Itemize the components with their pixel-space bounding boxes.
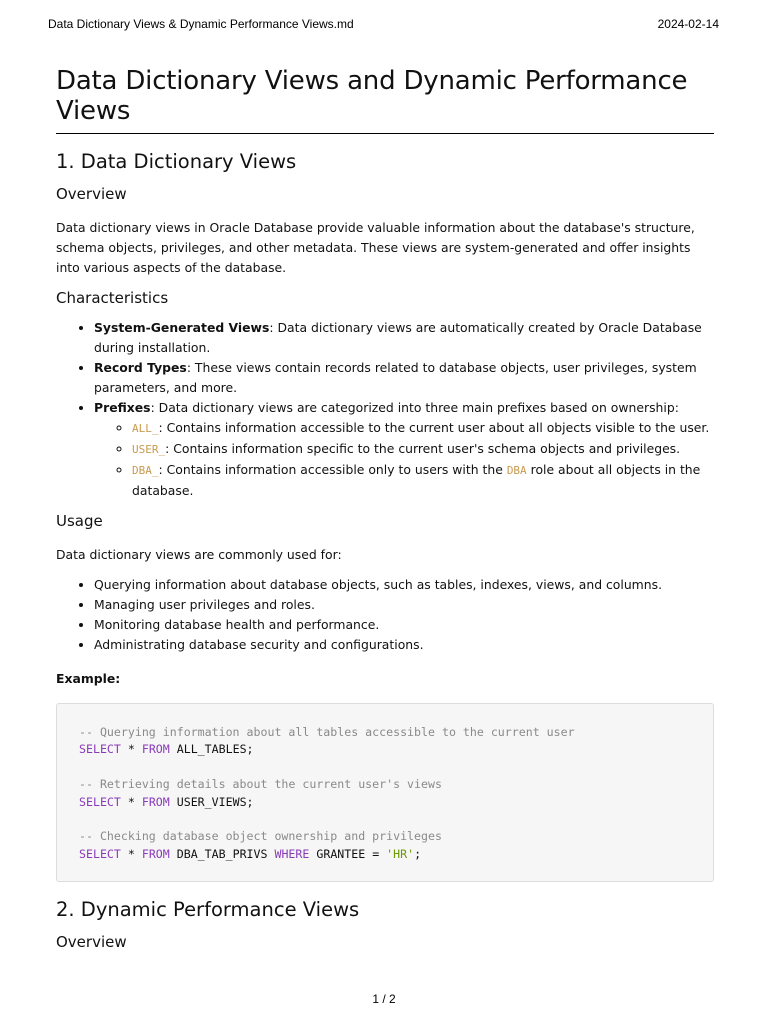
code-text: USER_VIEWS; xyxy=(169,794,254,809)
prefix-list xyxy=(94,418,714,501)
term-label: System-Generated Views xyxy=(94,320,270,335)
list-item: • Administrating database security and configurations. xyxy=(94,635,714,655)
prefix-description: role about all objects in the database. xyxy=(132,462,701,498)
code-keyword: FROM xyxy=(141,794,170,809)
inline-code: USER_ xyxy=(132,443,166,456)
code-text: * xyxy=(120,846,142,861)
print-date: 2024-02-14 xyxy=(657,17,719,31)
inline-code: DBA xyxy=(506,464,527,477)
code-keyword: SELECT xyxy=(79,846,121,861)
example-label: Example: xyxy=(56,671,121,686)
term-description: : These views contain records related to database objects, user privileges, system parameters, and more. xyxy=(94,360,697,395)
characteristics-heading: Characteristics xyxy=(56,289,169,307)
document-body xyxy=(56,66,714,952)
characteristics-list xyxy=(56,318,714,501)
list-item xyxy=(94,318,714,358)
section-heading-dynamic-performance: 2. Dynamic Performance Views xyxy=(56,898,360,922)
code-string: 'HR' xyxy=(386,846,415,861)
code-keyword: FROM xyxy=(141,742,170,757)
term-label: Record Types xyxy=(94,360,187,375)
page-title: Data Dictionary Views and Dynamic Performance Views xyxy=(56,66,714,134)
code-text: * xyxy=(120,742,142,757)
term-description: : Data dictionary views are automatically created by Oracle Database during installation. xyxy=(94,320,702,355)
overview-heading-2: Overview xyxy=(56,933,127,952)
page-number: 1 / 2 xyxy=(372,992,396,1006)
inline-code: DBA_ xyxy=(132,464,159,477)
code-text: ; xyxy=(414,846,422,861)
overview-paragraph: Data dictionary views in Oracle Database provide valuable information about the database's structure, schema objects, privileges, and other metadata. These views are system-generated and offer insights into various aspects of the database. xyxy=(56,220,695,275)
term-description: : Data dictionary views are categorized into three main prefixes based on ownership: xyxy=(150,400,679,415)
inline-code: ALL_ xyxy=(132,422,159,435)
code-text: * xyxy=(120,794,142,809)
code-keyword: WHERE xyxy=(274,846,310,861)
usage-intro: Data dictionary views are commonly used for: xyxy=(56,547,342,562)
list-item xyxy=(132,460,714,501)
list-item xyxy=(132,418,714,439)
usage-list xyxy=(56,575,714,655)
code-comment: -- Querying information about all tables accessible to the current user xyxy=(79,725,575,739)
code-keyword: FROM xyxy=(141,846,170,861)
code-text: DBA_TAB_PRIVS xyxy=(169,846,275,861)
section-heading-data-dictionary: 1. Data Dictionary Views xyxy=(56,150,297,173)
prefix-description: : Contains information accessible to the current user about all objects visible to the user. xyxy=(158,420,710,435)
list-item xyxy=(94,358,714,398)
code-keyword: SELECT xyxy=(79,794,121,809)
code-keyword: SELECT xyxy=(79,742,121,757)
code-comment: -- Checking database object ownership and privileges xyxy=(79,829,442,844)
list-item: • Managing user privileges and roles. xyxy=(94,595,714,615)
term-label: Prefixes xyxy=(94,400,151,415)
prefix-description: : Contains information accessible only to users with the xyxy=(158,462,507,477)
print-header xyxy=(48,17,719,31)
list-item: • Querying information about database objects, such as tables, indexes, views, and columns. xyxy=(94,575,714,595)
overview-heading: Overview xyxy=(56,185,127,203)
code-comment: -- Retrieving details about the current user's views xyxy=(79,777,442,792)
prefix-description: : Contains information specific to the current user's schema objects and privileges. xyxy=(165,441,681,456)
code-text: GRANTEE = xyxy=(309,846,387,861)
list-item: • Monitoring database health and performance. xyxy=(94,615,714,635)
list-item xyxy=(132,439,714,460)
code-block xyxy=(56,703,714,882)
code-text: ALL_TABLES; xyxy=(169,742,254,757)
usage-heading: Usage xyxy=(56,512,103,530)
list-item xyxy=(94,398,714,501)
file-name: Data Dictionary Views & Dynamic Performance Views.md xyxy=(48,17,354,31)
